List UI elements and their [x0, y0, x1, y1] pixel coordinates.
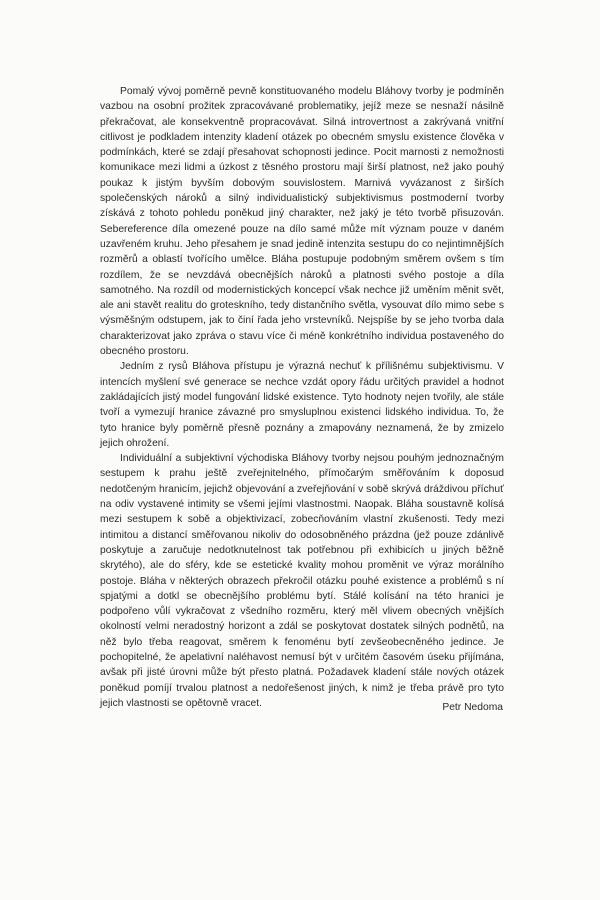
- paragraph-1: Pomalý vývoj poměrně pevně konstituovaného modelu Bláhovy tvorby je podmíněn vazbou na osobní prožitek zpracovávané problematiky, jejíž meze se nesnaží násilně překračovat, ale konsekventně propracovávat. Silná introvertnost a zakrývaná vnitřní citlivost je podkladem intenzity kladení otázek po obecném smyslu existence člověka v podmínkách, které se zdají přesahovat schopnosti jedince. Pocit marnosti z nemožnosti komunikace mezi lidmi a úzkost z těsného prostoru mají širší platnost, než jako pouhý poukaz k jistým byvším dobovým souvislostem. Marnivá vyvázanost z širších společenských nároků a silný individualistický subjektivismus postmoderní tvorby získává z tohoto pohledu poněkud jiný charakter, než jaký je této tvorbě přisuzován. Sebereference díla omezené pouze na dílo samé může mít význam pouze v daném uzavřeném kruhu. Jeho přesahem je snad jedině intenzita sestupu do co nejintimnějších rozměrů a oblastí tvořícího umělce. Bláha postupuje podobným směrem ovšem s tím rozdílem, že se nevzdává obecnějších nároků a platnosti svého postoje a díla samotného. Na rozdíl od modernistických koncepcí však nechce již uměním měnit svět, ale ani stavět realitu do groteskního, tedy distančního světla, vysouvat dílo mimo sebe s výsměšným odstupem, jak to činí řada jeho vrstevníků. Nejspíše by se jeho tvorba dala charakterizovat jako zpráva o stavu více či méně konkrétního individua postaveného do obecného prostoru.: [100, 86, 504, 358]
- article-body: [100, 84, 504, 711]
- paragraph-3: Individuální a subjektivní východiska Bláhovy tvorby nejsou pouhým jednoznačným sestupem k prahu ještě zveřejnitelného, přímočarým směřováním k doposud nedotčeným hranicím, jejichž objevování a zveřejňování v sobě skrývá dráždivou příchuť na odiv vystavené intimity se všemi jejími vlastnostmi. Naopak. Bláha soustavně kolísá mezi sestupem k sobě a objektivizací, zobecňováním vlastní zkušenosti. Tedy mezi intimitou a distancí směřovanou nikoliv do odosobněného prázdna (jež pouze zdánlivě poskytuje a zaručuje nedotknutelnost tak potřebnou při exhibicích u jiných běžně skrytého), ale do sféry, kde se estetické kvality mohou proměnit ve výraz morálního postoje. Bláha v některých obrazech překročil otázku pouhé existence a problémů s ní spjatými a dotkl se obecnějšího problému bytí. Stálé kolísání na této hranici je podpořeno vůlí vykračovat z všedního rozměru, který měl vlivem obecných vnějších okolností velmi neradostný horizont a zdál se poskytovat dostatek silných podnětů, na něž bylo třeba reagovat, směrem k fenoménu bytí zevšeobecněného jedince. Je pochopitelné, že apelativní naléhavost nemusí být v určitém časovém úseku přijímána, avšak při jisté úrovni může být přesto platná. Požadavek kladení stále nových otázek poněkud pomíjí trvalou platnost a nedořešenost jiných, k nimž je třeba právě pro tyto jejich vlastnosti se opětovně vracet.: [100, 453, 504, 709]
- author-signature: Petr Nedoma: [442, 702, 503, 713]
- paragraph-2: Jedním z rysů Bláhova přístupu je výrazná nechuť k přílišnému subjektivismu. V intencích myšlení své generace se nechce vzdát opory řádu určitých pravidel a hodnot zakládajících jistý model fungování lidské existence. Tyto hodnoty nejen tvořily, ale stále tvoří a vymezují hranice závazné pro smysluplnou existenci lidského individua. To, že tyto hranice byly poměrně přesně poznány a zmapovány neznamená, že by zmizelo jejich ohrožení.: [100, 361, 504, 449]
